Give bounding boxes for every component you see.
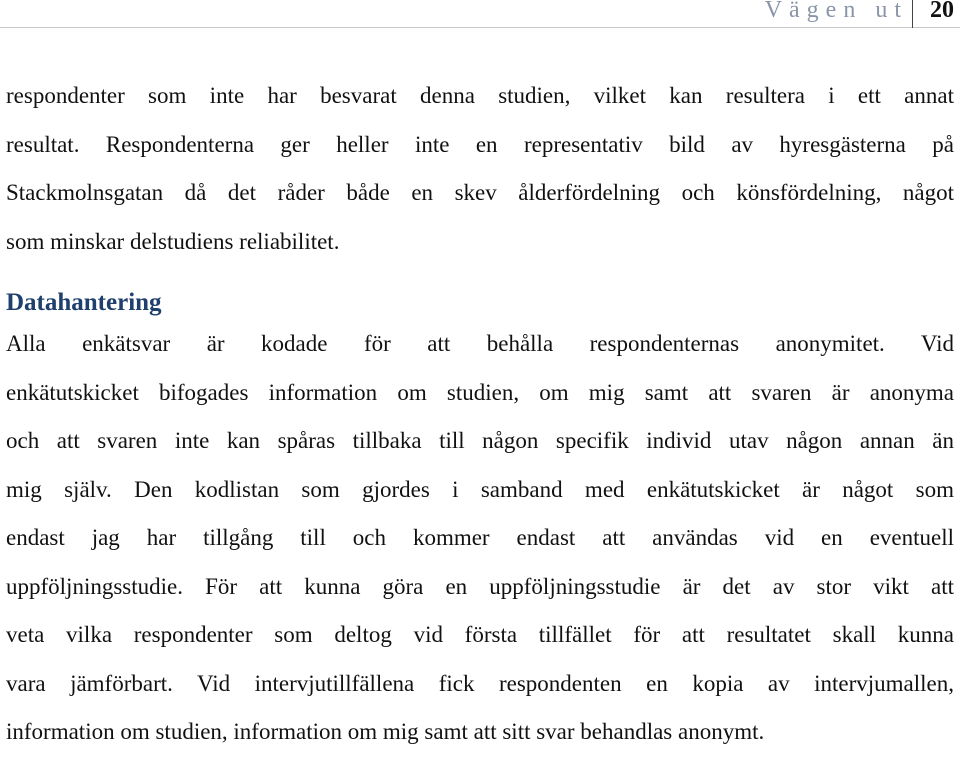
text-line: uppföljningsstudie. För att kunna göra en uppföljningsstudie är det av stor vikt att [6,573,954,599]
text-line: veta vilka respondenter som deltog vid första tillfället för att resultatet skall kunna [6,622,954,647]
text-line: information om studien, information om mig samt att sitt svar behandlas anonymt. [6,719,765,744]
page-header [0,0,960,28]
section-heading: Datahantering [6,289,162,316]
text-line: endast jag har tillgång till och kommer endast att användas vid en eventuell [6,525,954,550]
text-line: resultat. Respondenterna ger heller inte en representativ bild av hyresgästerna på [6,131,954,157]
text-line: respondenter som inte har besvarat denna studien, vilket kan resultera i ett annat [6,83,954,108]
text-line: Stackmolnsgatan då det råder både en skev ålderfördelning och könsfördelning, något [6,180,954,205]
running-header-title: Vägen ut [764,0,908,23]
header-separator [912,0,913,28]
intro-paragraph [6,72,954,266]
text-line: som minskar delstudiens reliabilitet. [6,228,340,254]
page-number: 20 [930,0,954,23]
text-line: Alla enkätsvar är kodade för att behålla respondenternas anonymitet. Vid [6,331,954,356]
text-line: enkätutskicket bifogades information om studien, om mig samt att svaren är anonyma [6,379,954,405]
text-line: vara jämförbart. Vid intervjutillfällena fick respondenten en kopia av intervjumallen, [6,670,954,696]
text-line: mig själv. Den kodlistan som gjordes i samband med enkätutskicket är något som [6,476,954,502]
text-line: och att svaren inte kan spåras tillbaka till någon specifik individ utav någon annan än [6,428,954,453]
document-body [6,72,954,757]
body-paragraph [6,320,954,757]
